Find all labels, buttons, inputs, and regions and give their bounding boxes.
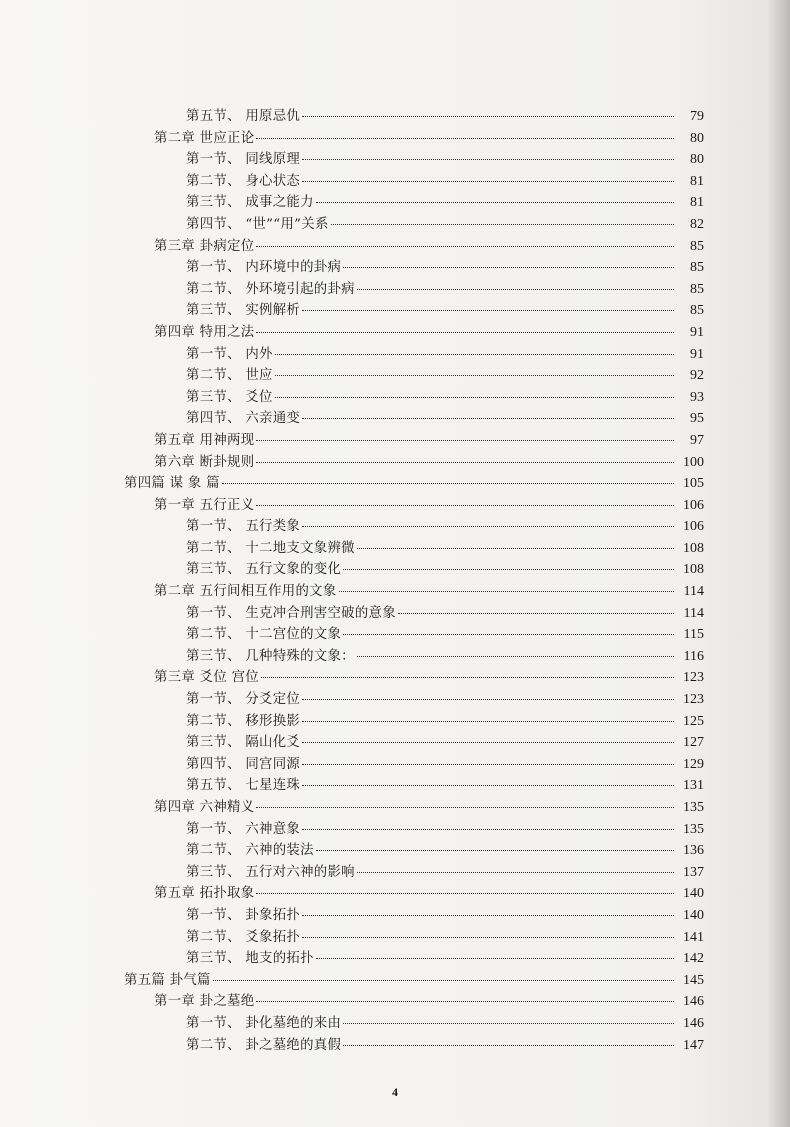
dot-leader: [343, 267, 674, 268]
toc-entry-page: 142: [683, 951, 704, 967]
dot-leader: [357, 872, 674, 873]
toc-entry-label: 第四章 特用之法: [154, 324, 255, 340]
toc-section-entry[interactable]: [124, 624, 704, 646]
toc-entry-label: 第一节、 同线原理: [186, 152, 301, 168]
dot-leader: [357, 656, 674, 657]
dot-leader: [256, 138, 674, 139]
toc-section-entry[interactable]: [124, 559, 704, 581]
toc-entry-label: 第三节、 几种特殊的文象：: [186, 648, 355, 664]
dot-leader: [302, 418, 674, 419]
dot-leader: [316, 958, 674, 959]
toc-entry-label: 第一节、 六神意象: [186, 821, 301, 837]
toc-entry-page: 80: [690, 130, 704, 146]
toc-section-entry[interactable]: [124, 732, 704, 754]
toc-entry-page: 92: [690, 368, 704, 384]
toc-entry-page: 116: [683, 648, 704, 664]
toc-entry-label: 第一章 五行正义: [154, 497, 255, 513]
dot-leader: [343, 1023, 674, 1024]
toc-entry-page: 145: [683, 972, 704, 988]
toc-section-entry[interactable]: [124, 214, 704, 236]
toc-section-entry[interactable]: [124, 689, 704, 711]
toc-entry-label: 第一节、 内环境中的卦病: [186, 260, 342, 276]
toc-section-entry[interactable]: [124, 192, 704, 214]
toc-entry-label: 第一节、 内外: [186, 346, 273, 362]
toc-section-entry[interactable]: [124, 106, 704, 128]
dot-leader: [256, 1001, 674, 1002]
toc-section-entry[interactable]: [124, 387, 704, 409]
dot-leader: [275, 375, 674, 376]
toc-section-entry[interactable]: [124, 365, 704, 387]
toc-entry-page: 140: [683, 907, 704, 923]
dot-leader: [302, 699, 674, 700]
toc-entry-page: 146: [683, 1015, 704, 1031]
toc-section-entry[interactable]: [124, 754, 704, 776]
toc-entry-page: 82: [690, 216, 704, 232]
toc-entry-page: 146: [683, 994, 704, 1010]
toc-entry-page: 135: [683, 821, 704, 837]
toc-section-entry[interactable]: [124, 905, 704, 927]
toc-entry-page: 127: [683, 735, 704, 751]
dot-leader: [261, 677, 674, 678]
toc-entry-label: 第四篇 谋 象 篇: [124, 476, 220, 492]
page-number: 4: [392, 1085, 398, 1099]
dot-leader: [357, 289, 674, 290]
toc-entry-label: 第二节、 身心状态: [186, 173, 301, 189]
toc-entry-label: 第二章 世应正论: [154, 130, 255, 146]
toc-entry-label: 第二节、 十二宫位的文象: [186, 627, 342, 643]
toc-entry-page: 108: [683, 540, 704, 556]
dot-leader: [302, 159, 674, 160]
dot-leader: [302, 721, 674, 722]
toc-entry-page: 105: [683, 476, 704, 492]
toc-section-entry[interactable]: [124, 171, 704, 193]
dot-leader: [275, 397, 674, 398]
toc-entry-page: 81: [690, 195, 704, 211]
toc-entry-page: 108: [683, 562, 704, 578]
toc-section-entry[interactable]: [124, 279, 704, 301]
toc-entry-label: 第二节、 六神的装法: [186, 843, 314, 859]
toc-section-entry[interactable]: [124, 408, 704, 430]
toc-entry-label: 第一节、 卦象拓扑: [186, 907, 301, 923]
toc-entry-label: 第一节、 生克冲合刑害空破的意象: [186, 605, 396, 621]
toc-entry-page: 93: [690, 389, 704, 405]
toc-entry-label: 第二节、 十二地支文象辨微: [186, 540, 355, 556]
toc-entry-label: 第三章 爻位 宫位: [154, 670, 259, 686]
table-of-contents: [124, 106, 704, 1056]
toc-section-entry[interactable]: [124, 927, 704, 949]
toc-entry-label: 第二节、 外环境引起的卦病: [186, 281, 355, 297]
toc-entry-page: 85: [690, 303, 704, 319]
toc-entry-label: 第三节、 地支的拓扑: [186, 951, 314, 967]
dot-leader: [256, 332, 674, 333]
toc-section-entry[interactable]: [124, 257, 704, 279]
dot-leader: [316, 202, 674, 203]
toc-section-entry[interactable]: [124, 344, 704, 366]
toc-entry-page: 95: [690, 411, 704, 427]
toc-entry-page: 114: [683, 605, 704, 621]
toc-entry-label: 第五节、 七星连珠: [186, 778, 301, 794]
toc-entry-page: 106: [683, 519, 704, 535]
toc-chapter-entry[interactable]: [124, 883, 704, 905]
toc-entry-page: 81: [690, 173, 704, 189]
toc-entry-page: 129: [683, 756, 704, 772]
toc-entry-label: 第五篇 卦气篇: [124, 972, 211, 988]
dot-leader: [316, 850, 674, 851]
toc-chapter-entry[interactable]: [124, 797, 704, 819]
dot-leader: [302, 116, 674, 117]
dot-leader: [256, 807, 674, 808]
toc-entry-label: 第四节、 “世”“用”关系: [186, 216, 329, 232]
toc-section-entry[interactable]: [124, 862, 704, 884]
toc-entry-label: 第三节、 成事之能力: [186, 195, 314, 211]
toc-entry-page: 135: [683, 800, 704, 815]
toc-section-entry[interactable]: [124, 1035, 704, 1057]
toc-section-entry[interactable]: [124, 300, 704, 322]
dot-leader: [222, 483, 674, 484]
toc-section-entry[interactable]: [124, 149, 704, 171]
toc-entry-label: 第二节、 世应: [186, 368, 273, 384]
dot-leader: [256, 505, 674, 506]
dot-leader: [302, 181, 674, 182]
toc-part-entry[interactable]: [124, 970, 704, 992]
dot-leader: [256, 440, 674, 441]
page-edge-shadow: [768, 0, 790, 1127]
toc-entry-label: 第五章 用神两现: [154, 432, 255, 448]
toc-chapter-entry[interactable]: [124, 452, 704, 474]
toc-chapter-entry[interactable]: [124, 581, 704, 603]
dot-leader: [256, 893, 674, 894]
toc-section-entry[interactable]: [124, 603, 704, 625]
toc-entry-page: 141: [683, 929, 704, 945]
toc-chapter-entry[interactable]: [124, 430, 704, 452]
toc-entry-label: 第二节、 爻象拓扑: [186, 929, 301, 945]
dot-leader: [302, 915, 674, 916]
toc-entry-page: 140: [683, 886, 704, 902]
toc-chapter-entry[interactable]: [124, 991, 704, 1013]
toc-entry-page: 125: [683, 713, 704, 729]
toc-part-entry[interactable]: [124, 473, 704, 495]
toc-entry-page: 79: [690, 109, 704, 124]
toc-entry-page: 137: [683, 864, 704, 880]
toc-entry-label: 第五章 拓扑取象: [154, 886, 255, 902]
toc-entry-label: 第四节、 六亲通变: [186, 411, 301, 427]
toc-entry-label: 第二章 五行间相互作用的文象: [154, 584, 337, 600]
toc-entry-label: 第三节、 隔山化爻: [186, 735, 301, 751]
toc-entry-label: 第一节、 五行类象: [186, 519, 301, 535]
toc-chapter-entry[interactable]: [124, 236, 704, 258]
dot-leader: [302, 937, 674, 938]
toc-entry-page: 100: [683, 454, 704, 470]
toc-entry-label: 第一章 卦之墓绝: [154, 994, 255, 1010]
toc-entry-page: 147: [683, 1037, 704, 1053]
dot-leader: [302, 829, 674, 830]
dot-leader: [256, 462, 674, 463]
toc-entry-label: 第五节、 用原忌仇: [186, 109, 301, 124]
toc-entry-label: 第六章 断卦规则: [154, 454, 255, 470]
toc-entry-page: 85: [690, 260, 704, 276]
toc-entry-page: 85: [690, 238, 704, 254]
toc-entry-page: 91: [690, 324, 704, 340]
toc-entry-label: 第三节、 五行对六神的影响: [186, 864, 355, 880]
toc-section-entry[interactable]: [124, 819, 704, 841]
toc-entry-label: 第二节、 卦之墓绝的真假: [186, 1037, 342, 1053]
dot-leader: [256, 246, 674, 247]
toc-entry-page: 80: [690, 152, 704, 168]
dot-leader: [357, 548, 674, 549]
toc-entry-page: 131: [683, 778, 704, 794]
dot-leader: [331, 224, 674, 225]
toc-section-entry[interactable]: [124, 948, 704, 970]
dot-leader: [302, 764, 674, 765]
toc-entry-label: 第二节、 移形换影: [186, 713, 301, 729]
toc-entry-label: 第一节、 分爻定位: [186, 692, 301, 708]
toc-entry-page: 123: [683, 670, 704, 686]
dot-leader: [302, 785, 674, 786]
dot-leader: [275, 354, 674, 355]
toc-entry-page: 97: [690, 432, 704, 448]
toc-entry-page: 85: [690, 281, 704, 297]
toc-entry-page: 136: [683, 843, 704, 859]
toc-entry-page: 106: [683, 497, 704, 513]
dot-leader: [339, 591, 674, 592]
toc-section-entry[interactable]: [124, 775, 704, 797]
toc-entry-page: 91: [690, 346, 704, 362]
toc-section-entry[interactable]: [124, 538, 704, 560]
toc-section-entry[interactable]: [124, 516, 704, 538]
toc-entry-label: 第三章 卦病定位: [154, 238, 255, 254]
dot-leader: [343, 634, 674, 635]
dot-leader: [398, 613, 674, 614]
toc-chapter-entry[interactable]: [124, 322, 704, 344]
toc-entry-page: 114: [683, 584, 704, 600]
dot-leader: [343, 1045, 674, 1046]
toc-section-entry[interactable]: [124, 840, 704, 862]
toc-entry-label: 第三节、 实例解析: [186, 303, 301, 319]
dot-leader: [302, 526, 674, 527]
toc-chapter-entry[interactable]: [124, 128, 704, 150]
dot-leader: [302, 310, 674, 311]
toc-chapter-entry[interactable]: [124, 495, 704, 517]
toc-section-entry[interactable]: [124, 711, 704, 733]
toc-entry-page: 123: [683, 692, 704, 708]
toc-entry-page: 115: [683, 627, 704, 643]
dot-leader: [343, 569, 674, 570]
toc-entry-label: 第三节、 五行文象的变化: [186, 562, 342, 578]
toc-chapter-entry[interactable]: [124, 667, 704, 689]
toc-entry-label: 第三节、 爻位: [186, 389, 273, 405]
toc-entry-label: 第四章 六神精义: [154, 800, 255, 815]
dot-leader: [302, 742, 674, 743]
toc-section-entry[interactable]: [124, 1013, 704, 1035]
toc-entry-label: 第四节、 同宫同源: [186, 756, 301, 772]
toc-section-entry[interactable]: [124, 646, 704, 668]
toc-entry-label: 第一节、 卦化墓绝的来由: [186, 1015, 342, 1031]
dot-leader: [213, 980, 674, 981]
